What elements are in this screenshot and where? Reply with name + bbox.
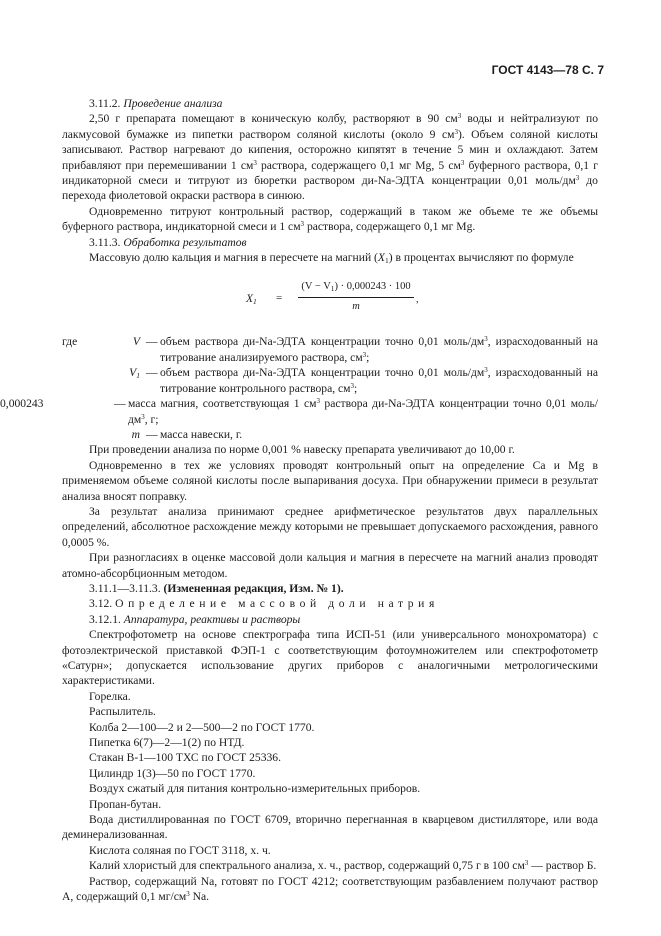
paragraph-na-solution: Раствор, содержащий Na, готовят по ГОСТ 4212; соответствующим разбавлением получают раствор А, содержащий 0,1 $мг/см^3$ Na. [62, 874, 598, 904]
section-title: Аппаратура, реактивы и растворы [123, 612, 301, 626]
page-header: ГОСТ 4143—78 С. 7 [491, 63, 604, 77]
section-title: Проведение анализа [123, 97, 223, 110]
paragraph-control-experiment: Одновременно в тех же условиях проводят контрольный опыт на определение Ca и Mg в применяемом объеме соляной кислоты после выпаривания досуха. При обнаружении примеси в результат анализа вносят поправку. [62, 458, 598, 503]
formula-comma: , [416, 294, 419, 306]
definition-row: $V_1$ — объем раствора ди-Na-ЭДТА концентрации точно 0,01 моль/$дм^3$, израсходованный на титрование контрольного раствора, $см^3$; [129, 366, 598, 395]
document-body [0, 96, 598, 905]
paragraph-amendment: 3.11.1—3.11.3. (Измененная редакция, Изм. № 1). [89, 581, 344, 595]
section-heading-3-12 [62, 596, 598, 611]
formula-lhs: $X_1$ [246, 293, 257, 307]
formula-numerator: $(V - V_1) \cdot 0,000243 \cdot 100$ [298, 279, 414, 297]
formula-fraction [298, 279, 414, 314]
section-heading-3-12-1 [62, 612, 598, 627]
definition-row: где V — объем раствора ди-Na-ЭДТА концентрации точно 0,01 моль/$дм^3$, израсходованный на титрование анализируемого раствора, $см^3$; [62, 335, 598, 364]
list-item: Пипетка 6(7)—2—1(2) по НТД. [89, 736, 245, 750]
section-number: 3.11.2. [89, 97, 121, 110]
paragraph-kcl: Калий хлористый для спектрального анализа, х. ч., раствор, содержащий 0,75 г в 100 $см^3$ — раствор Б. [89, 859, 597, 873]
paragraph-acid: Кислота соляная по ГОСТ 3118, х. ч. [89, 843, 271, 857]
list-item: Горелка. [89, 689, 131, 703]
list-item: Распылитель. [89, 705, 156, 719]
formula-denominator: m [352, 300, 360, 312]
section-title: Определение массовой доли натрия [115, 597, 439, 611]
paragraph-disagreement: При разногласиях в оценке массовой доли кальция и магния в пересчете на магний анализ проводят атомно-абсорбционным методом. [62, 551, 598, 580]
section-heading-3-11-2 [62, 96, 598, 111]
variable-definitions [0, 334, 598, 442]
section-number: 3.11.3. [89, 235, 121, 249]
paragraph-control-titration: Одновременно титруют контрольный раствор, содержащий в таком же объеме те же объемы буферного раствора, индикаторной смеси и 1 $см^3$ раствора, содержащего 0,1 мг Mg. [62, 204, 598, 234]
paragraph-result: За результат анализа принимают среднее арифметическое результатов двух параллельных определений, абсолютное расхождение между которыми не превышает допускаемого расхождения, равного 0,0005 %. [62, 504, 598, 549]
where-label: где [62, 335, 78, 349]
list-item: Пропан-бутан. [89, 797, 162, 811]
definition-row: 0,000243 — масса магния, соответствующая 1 $см^3$ раствора ди-Na-ЭДТА концентрации точно 0,01 моль/$дм^3$, г; [0, 397, 598, 426]
section-title: Обработка результатов [123, 235, 247, 249]
list-item: Колба 2—100—2 и 2—500—2 по ГОСТ 1770. [89, 720, 315, 734]
formula [62, 270, 598, 334]
section-number: 3.12. [89, 597, 113, 611]
paragraph-procedure: 2,50 г препарата помещают в коническую колбу, растворяют в 90 $см^3$ воды и нейтрализуют по лакмусовой бумажке из пипетки раствором соляной кислоты (около 9 $см^3$). Объем соляной кислоты записывают. Раствор нагревают до кипения, осторожно кипятят в течение 5 мин и охлаждают. Затем прибавляют при перемешивании 1 $см^3$ раствора, содержащего 0,1 мг Mg, 5 $см^3$ буферного раствора, 0,1 г индикаторной смеси и титруют из бюретки раствором ди-Na-ЭДТА концентрации 0,01 моль/$дм^3$ до перехода фиолетовой окраски раствора в синюю. [62, 112, 598, 203]
section-number: 3.12.1. [89, 612, 121, 626]
paragraph-norm: При проведении анализа по норме 0,001 % навеску препарата увеличивают до 10,00 г. [89, 443, 515, 457]
formula-equals: = [276, 292, 283, 305]
paragraph-formula-intro: Массовую долю кальция и магния в пересчете на магний $(X_1)$ в процентах вычисляют по формуле [89, 251, 574, 266]
list-item: Стакан В-1—100 ТХС по ГОСТ 25336. [89, 751, 281, 765]
list-item: Цилиндр 1(3)—50 по ГОСТ 1770. [89, 766, 256, 780]
section-heading-3-11-3 [62, 235, 598, 250]
paragraph-water: Вода дистиллированная по ГОСТ 6709, вторично перегнанная в кварцевом дистилляторе, или вода деминерализованная. [62, 813, 598, 842]
list-item: Воздух сжатый для питания контрольно-измерительных приборов. [89, 782, 421, 796]
paragraph-spectrophotometer: Спектрофотометр на основе спектрографа типа ИСП-51 (или универсального монохроматора) с фотоэлектрической приставкой ФЭП-1 с соответствующим фотоумножителем или спектрофотометр «Сатурн»; допускается использование других приборов с аналогичными метрологическими характеристиками. [62, 628, 598, 688]
definition-row: m — масса навески, г. [131, 427, 243, 441]
